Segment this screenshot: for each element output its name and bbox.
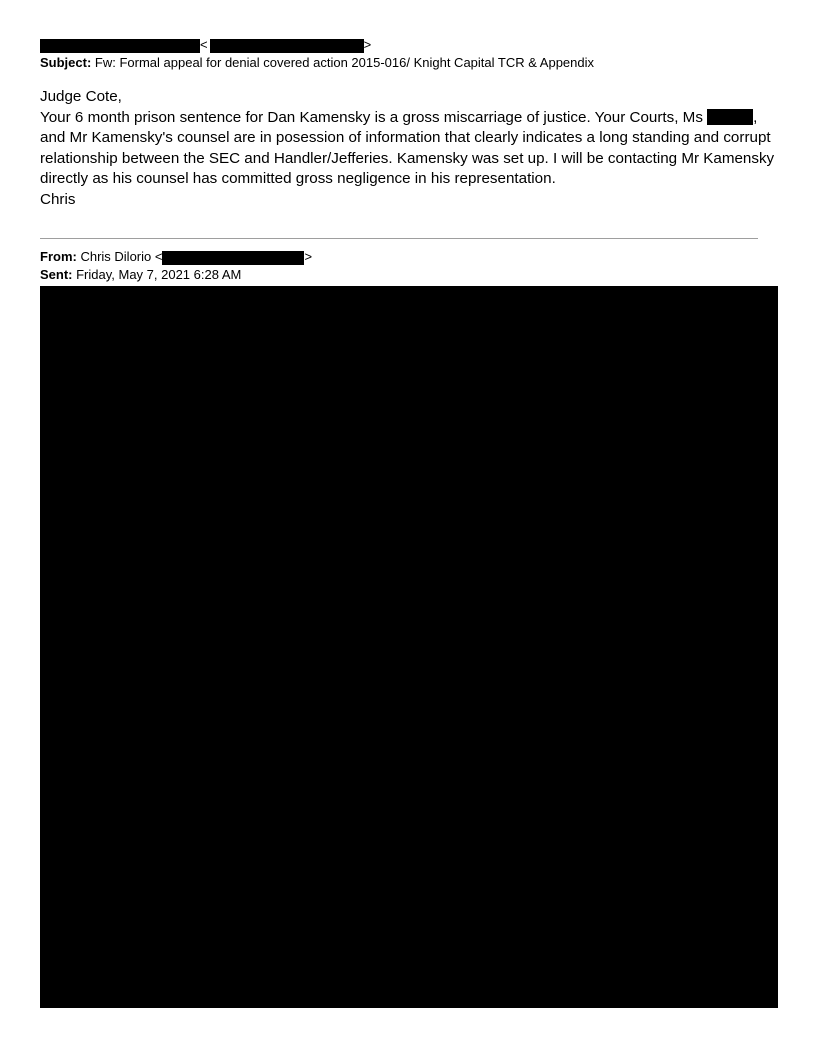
- subject-value: Fw: Formal appeal for denial covered action 2015-016/ Knight Capital TCR & Appendix: [91, 55, 595, 70]
- message-divider: [40, 238, 758, 239]
- from-name: Chris Dilorio <: [76, 249, 163, 264]
- header-close-bracket: >: [363, 37, 372, 52]
- from-close-bracket: >: [304, 249, 313, 264]
- sent-label: Sent:: [40, 267, 73, 282]
- body-text-part1: Your 6 month prison sentence for Dan Kamensky is a gross miscarriage of justice. Your Courts, Ms: [40, 108, 708, 126]
- redacted-sender-email: [210, 39, 364, 53]
- from-line: [40, 249, 312, 265]
- sent-value: Friday, May 7, 2021 6:28 AM: [72, 267, 242, 282]
- redacted-message-body: [40, 286, 778, 1008]
- header-open-bracket: <: [200, 37, 208, 52]
- email-body: [40, 87, 776, 210]
- redacted-from-email: [162, 251, 304, 265]
- subject-line: [40, 55, 594, 71]
- body-text-part2: , and Mr Kamensky's counsel are in posession of information that clearly indicates a long standing and corrupt relationship between the SEC and Handler/Jefferies. Kamensky was set up. I will be contacting Mr Kamensky directly as his counsel has committed gross negligence in his representation.: [40, 108, 775, 187]
- salutation: Judge Cote,: [40, 88, 122, 105]
- subject-label: Subject:: [40, 55, 92, 70]
- redacted-sender-name: [40, 39, 200, 53]
- header-line: [40, 37, 371, 53]
- redacted-name: [707, 109, 753, 125]
- body-paragraph: [40, 108, 776, 190]
- signature: Chris: [40, 190, 76, 208]
- from-label: From:: [40, 249, 77, 264]
- sent-line: [40, 267, 241, 283]
